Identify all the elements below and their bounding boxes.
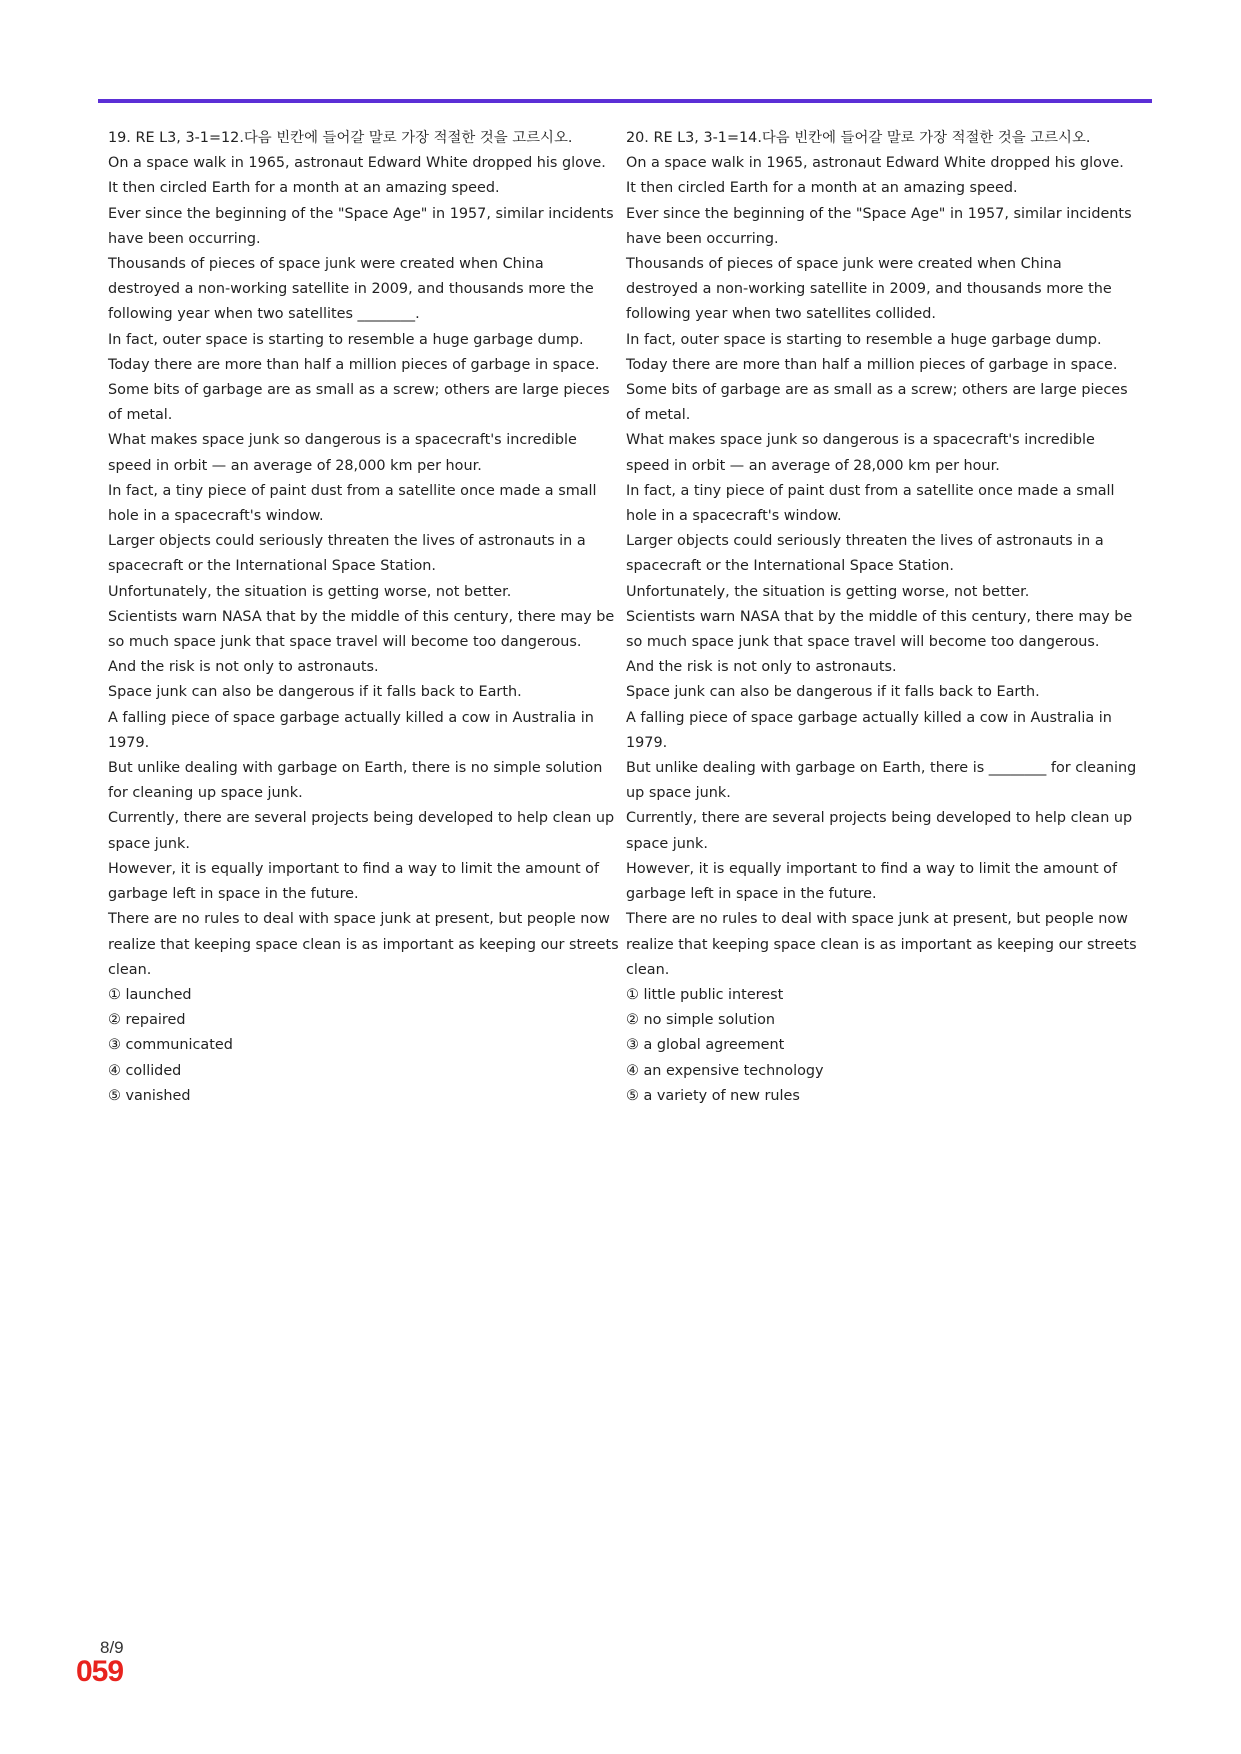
question-19 <box>108 126 620 1109</box>
passage-line: Unfortunately, the situation is getting worse, not better. <box>626 583 1030 600</box>
passage-line: What makes space junk so dangerous is a spacecraft's incredible speed in orbit — an average of 28,000 km per hour. <box>626 432 1095 474</box>
question-20 <box>626 126 1138 1109</box>
passage-line: And the risk is not only to astronauts. <box>626 659 897 676</box>
answer-choice: ① little public interest <box>626 986 784 1003</box>
passage-line: Larger objects could seriously threaten the lives of astronauts in a spacecraft or the International Space Station. <box>108 533 586 575</box>
passage-line: And the risk is not only to astronauts. <box>108 659 379 676</box>
passage-line: Thousands of pieces of space junk were created when China destroyed a non-working satellite in 2009, and thousands more the following year when two satellites collided. <box>626 256 1112 323</box>
passage-line: Larger objects could seriously threaten the lives of astronauts in a spacecraft or the International Space Station. <box>626 533 1104 575</box>
answer-choice: ② repaired <box>108 1012 186 1029</box>
answer-choice: ③ a global agreement <box>626 1037 785 1054</box>
passage-line: In fact, a tiny piece of paint dust from a satellite once made a small hole in a spacecraft's window. <box>626 482 1115 525</box>
answer-choice: ② no simple solution <box>626 1012 776 1029</box>
answer-choice: ⑤ vanished <box>108 1087 191 1104</box>
passage-line: It then circled Earth for a month at an amazing speed. <box>626 180 1018 197</box>
passage-line: A falling piece of space garbage actually killed a cow in Australia in 1979. <box>626 709 1112 751</box>
document-code: 059 <box>76 1655 124 1688</box>
passage-line: There are no rules to deal with space junk at present, but people now realize that keeping space clean is as important as keeping our streets clean. <box>108 911 619 978</box>
passage-line: Today there are more than half a million pieces of garbage in space. <box>626 356 1118 373</box>
passage-line: But unlike dealing with garbage on Earth, there is ________ for cleaning up space junk. <box>626 760 1137 802</box>
passage-line: It then circled Earth for a month at an amazing speed. <box>108 180 500 197</box>
passage-line: Today there are more than half a million pieces of garbage in space. <box>108 356 600 373</box>
passage-line: Some bits of garbage are as small as a screw; others are large pieces of metal. <box>626 382 1128 424</box>
passage-line: On a space walk in 1965, astronaut Edward White dropped his glove. <box>108 155 606 172</box>
answer-choice: ④ an expensive technology <box>626 1062 824 1079</box>
passage-line: However, it is equally important to find a way to limit the amount of garbage left in space in the future. <box>108 860 600 903</box>
passage-line: There are no rules to deal with space junk at present, but people now realize that keeping space clean is as important as keeping our streets clean. <box>626 911 1137 978</box>
passage-line: In fact, a tiny piece of paint dust from a satellite once made a small hole in a spacecraft's window. <box>108 482 597 525</box>
passage-line: Thousands of pieces of space junk were created when China destroyed a non-working satellite in 2009, and thousands more the following year when two satellites ________. <box>108 256 594 323</box>
passage-line: Currently, there are several projects being developed to help clean up space junk. <box>108 810 615 852</box>
answer-choice: ① launched <box>108 986 192 1003</box>
question-header: 20. RE L3, 3-1=14.다음 빈칸에 들어갈 말로 가장 적절한 것을 고르시오. <box>626 130 1091 146</box>
passage-line: Ever since the beginning of the "Space Age" in 1957, similar incidents have been occurring. <box>626 205 1132 247</box>
question-header: 19. RE L3, 3-1=12.다음 빈칸에 들어갈 말로 가장 적절한 것을 고르시오. <box>108 130 573 146</box>
page-number: 8/9 <box>100 1638 124 1657</box>
passage-line: Ever since the beginning of the "Space Age" in 1957, similar incidents have been occurring. <box>108 205 614 247</box>
top-divider <box>98 99 1152 103</box>
passage-line: In fact, outer space is starting to resemble a huge garbage dump. <box>108 331 584 348</box>
answer-choice: ③ communicated <box>108 1037 233 1054</box>
passage-line: In fact, outer space is starting to resemble a huge garbage dump. <box>626 331 1102 348</box>
passage-line: What makes space junk so dangerous is a spacecraft's incredible speed in orbit — an average of 28,000 km per hour. <box>108 432 577 474</box>
answer-choice: ④ collided <box>108 1062 182 1079</box>
passage-line: A falling piece of space garbage actually killed a cow in Australia in 1979. <box>108 709 594 751</box>
passage-line: Unfortunately, the situation is getting worse, not better. <box>108 583 512 600</box>
passage-line: Space junk can also be dangerous if it falls back to Earth. <box>626 684 1040 701</box>
passage-line: Scientists warn NASA that by the middle of this century, there may be so much space junk that space travel will become too dangerous. <box>626 608 1133 651</box>
passage-line: Scientists warn NASA that by the middle of this century, there may be so much space junk that space travel will become too dangerous. <box>108 608 615 651</box>
answer-choice: ⑤ a variety of new rules <box>626 1087 800 1104</box>
passage-line: But unlike dealing with garbage on Earth, there is no simple solution for cleaning up space junk. <box>108 760 603 802</box>
passage-line: Currently, there are several projects being developed to help clean up space junk. <box>626 810 1133 852</box>
passage-line: However, it is equally important to find a way to limit the amount of garbage left in space in the future. <box>626 860 1118 903</box>
passage-line: On a space walk in 1965, astronaut Edward White dropped his glove. <box>626 155 1124 172</box>
passage-line: Space junk can also be dangerous if it falls back to Earth. <box>108 684 522 701</box>
passage-line: Some bits of garbage are as small as a screw; others are large pieces of metal. <box>108 382 610 424</box>
